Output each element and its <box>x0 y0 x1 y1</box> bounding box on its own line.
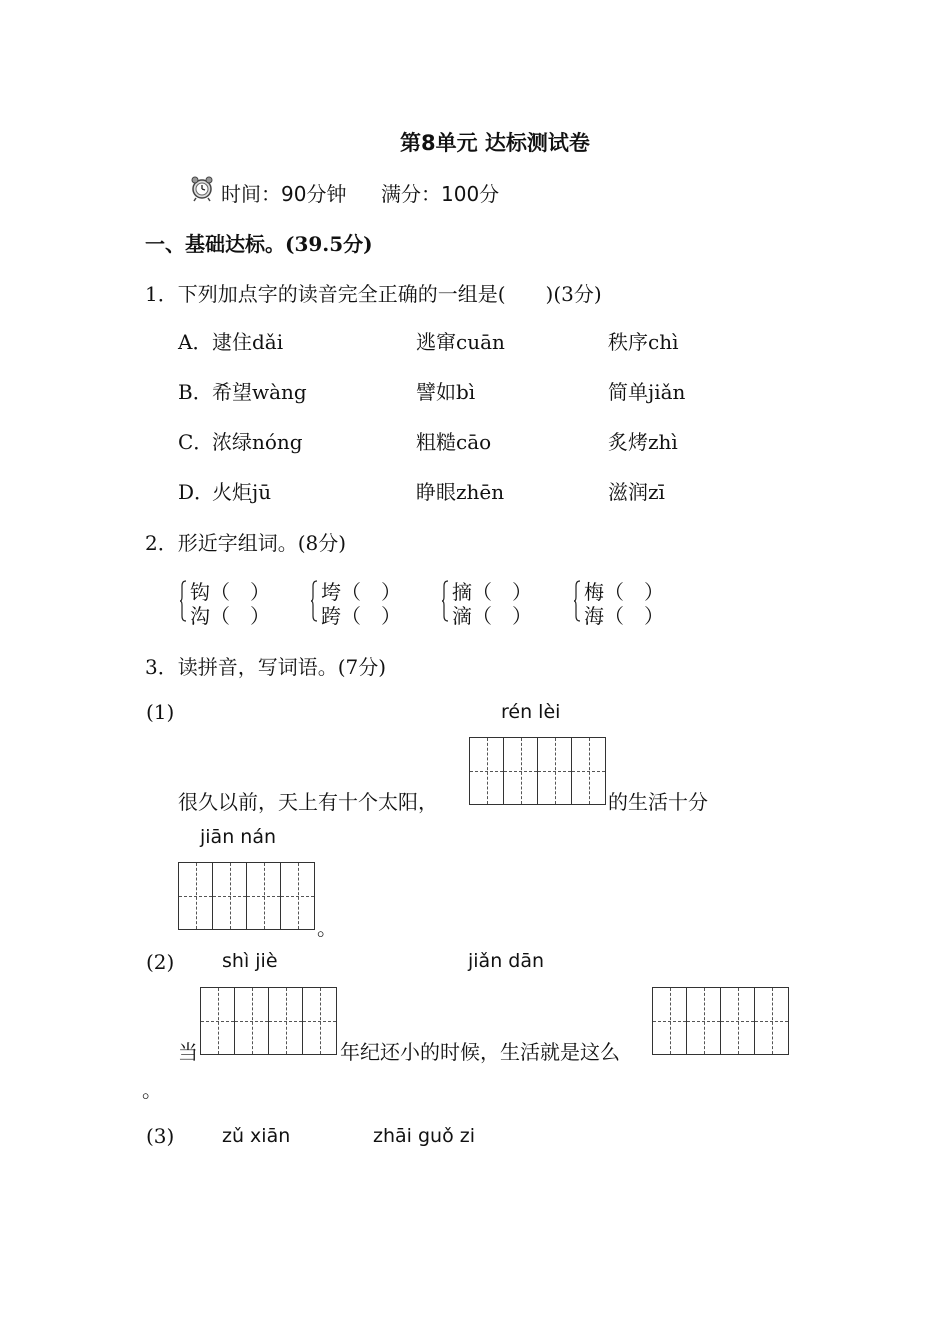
answer-grid-ren-lei[interactable] <box>469 737 606 805</box>
grid-cell[interactable] <box>201 988 235 1054</box>
time-label: 时间： <box>221 182 281 206</box>
grid-cell[interactable] <box>303 988 337 1054</box>
score-label: 满分： <box>381 182 441 206</box>
pair-1-word-2[interactable]: 沟（ ） <box>190 604 270 628</box>
option-c-word-2: 粗糙cāo <box>416 430 492 454</box>
brace-icon <box>180 580 186 622</box>
sub-question-1-number: (1) <box>146 700 175 724</box>
brace-icon <box>574 580 580 622</box>
option-c-word-3: 炙烤zhì <box>608 430 678 454</box>
question-3-stem: 3．读拼音，写词语。(7分) <box>145 655 387 679</box>
grid-cell[interactable] <box>247 863 281 929</box>
sentence-2-part-a: 当 <box>178 1040 198 1064</box>
section-1-title: 一、基础达标。(39.5分) <box>145 232 373 256</box>
sentence-1-part-a: 很久以前，天上有十个太阳， <box>178 790 438 814</box>
pinyin-jian-dan: jiǎn dān <box>468 950 545 972</box>
option-d-label: D． <box>178 480 215 504</box>
option-a-word-1: 逮住dǎi <box>212 330 284 354</box>
pinyin-zhai-guo-zi: zhāi guǒ zi <box>373 1125 475 1147</box>
grid-cell[interactable] <box>504 738 538 804</box>
sentence-2-part-b: 年纪还小的时候，生活就是这么 <box>340 1040 620 1064</box>
answer-grid-jian-dan[interactable] <box>652 987 789 1055</box>
option-d-word-2: 睁眼zhēn <box>416 480 505 504</box>
pair-2-word-2[interactable]: 跨（ ） <box>321 604 401 628</box>
sub-question-3-number: (3) <box>146 1124 175 1148</box>
sentence-2-end: 。 <box>142 1078 162 1102</box>
question-1-stem: 1．下列加点字的读音完全正确的一组是( )(3分) <box>145 282 602 306</box>
option-a-word-3: 秩序chì <box>608 330 679 354</box>
sentence-1-part-b: 的生活十分 <box>608 790 708 814</box>
pinyin-jian-nan: jiān nán <box>200 826 277 848</box>
grid-cell[interactable] <box>721 988 755 1054</box>
option-d-word-1: 火炬jū <box>212 480 272 504</box>
pinyin-zu-xian: zǔ xiān <box>222 1125 291 1147</box>
pinyin-ren-lei: rén lèi <box>501 701 561 723</box>
answer-grid-jian-nan[interactable] <box>178 862 315 930</box>
grid-cell[interactable] <box>755 988 789 1054</box>
grid-cell[interactable] <box>213 863 247 929</box>
pair-3-word-1[interactable]: 摘（ ） <box>452 580 532 604</box>
question-2-stem: 2．形近字组词。(8分) <box>145 531 347 555</box>
option-b-word-3: 简单jiǎn <box>608 380 686 404</box>
option-d-word-3: 滋润zī <box>608 480 665 504</box>
grid-cell[interactable] <box>538 738 572 804</box>
sentence-1-end: 。 <box>317 916 337 940</box>
page-title: 第8单元 达标测试卷 <box>400 131 590 155</box>
grid-cell[interactable] <box>281 863 315 929</box>
option-a-label: A． <box>178 330 213 354</box>
brace-icon <box>311 580 317 622</box>
option-b-word-2: 譬如bì <box>416 380 476 404</box>
score-value: 100分 <box>441 182 500 206</box>
pair-4-word-1[interactable]: 梅（ ） <box>584 580 664 604</box>
pinyin-shi-jie: shì jiè <box>222 950 278 972</box>
grid-cell[interactable] <box>470 738 504 804</box>
sub-question-2-number: (2) <box>146 950 175 974</box>
alarm-clock-icon <box>188 174 216 202</box>
option-c-word-1: 浓绿nóng <box>212 430 303 454</box>
grid-cell[interactable] <box>687 988 721 1054</box>
grid-cell[interactable] <box>572 738 606 804</box>
option-c-label: C． <box>178 430 214 454</box>
option-a-word-2: 逃窜cuān <box>416 330 505 354</box>
pair-3-word-2[interactable]: 滴（ ） <box>452 604 532 628</box>
grid-cell[interactable] <box>179 863 213 929</box>
pair-4-word-2[interactable]: 海（ ） <box>584 604 664 628</box>
time-value: 90分钟 <box>281 182 347 206</box>
exam-duration <box>221 178 346 207</box>
brace-icon <box>442 580 448 622</box>
option-b-word-1: 希望wàng <box>212 380 307 404</box>
pair-2-word-1[interactable]: 垮（ ） <box>321 580 401 604</box>
exam-total-score <box>381 178 499 207</box>
grid-cell[interactable] <box>235 988 269 1054</box>
pair-1-word-1[interactable]: 钩（ ） <box>190 580 270 604</box>
grid-cell[interactable] <box>269 988 303 1054</box>
option-b-label: B． <box>178 380 213 404</box>
grid-cell[interactable] <box>653 988 687 1054</box>
answer-grid-shi-jie[interactable] <box>200 987 337 1055</box>
